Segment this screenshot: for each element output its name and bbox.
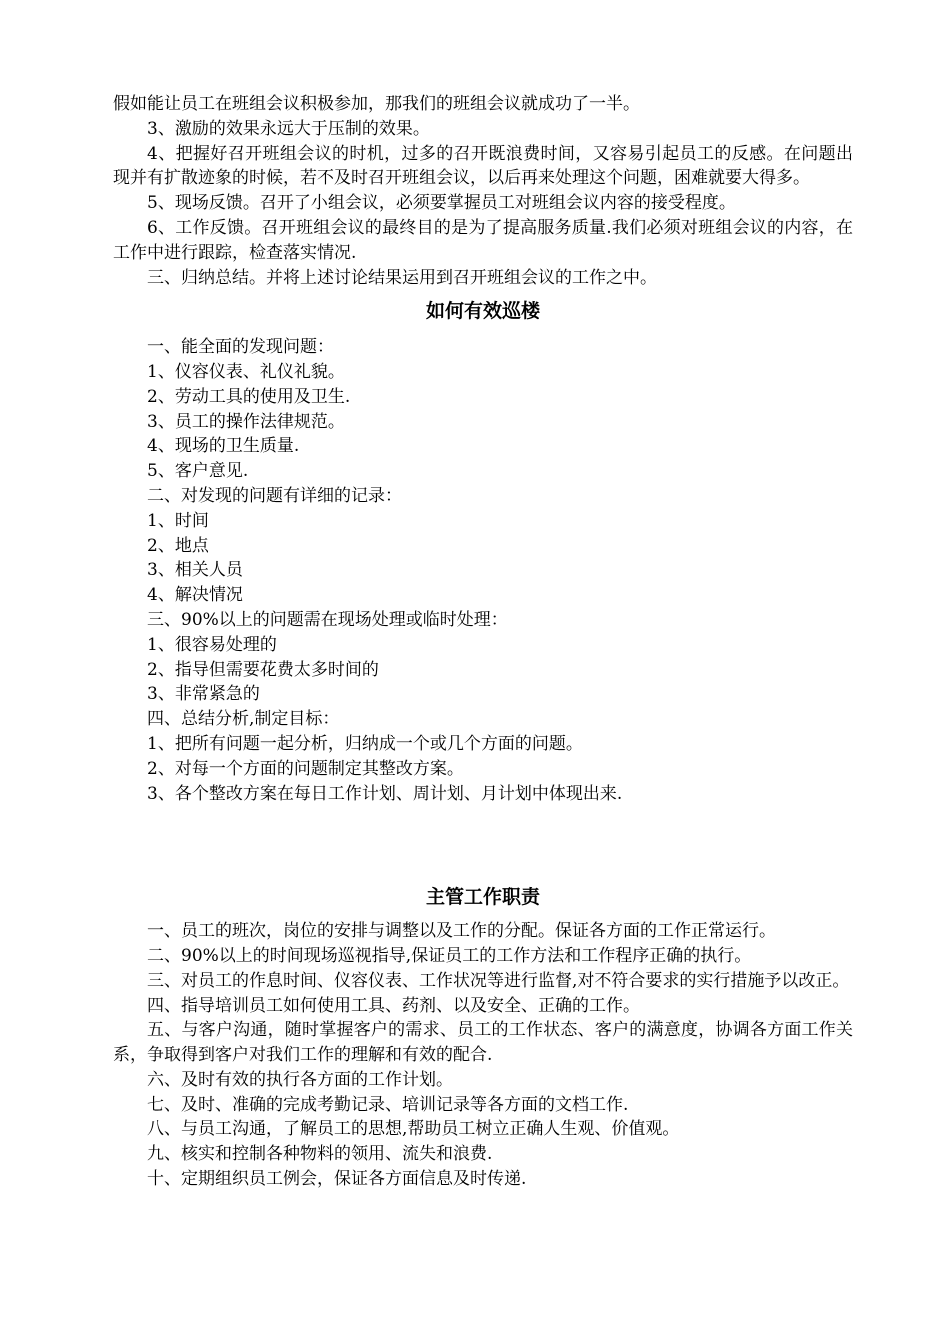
list-item: 八、与员工沟通，了解员工的思想,帮助员工树立正确人生观、价值观。: [147, 1119, 680, 1140]
list-item: 三、对员工的作息时间、仪容仪表、工作状况等进行监督,对不符合要求的实行措施予以改正。: [147, 970, 850, 991]
document-page: [113, 92, 853, 1192]
list-item: 二、对发现的问题有详细的记录：: [147, 485, 402, 506]
list-item: 3、非常紧急的: [147, 684, 260, 705]
list-item: 2、劳动工具的使用及卫生.: [147, 386, 351, 407]
list-item: 二、90%以上的时间现场巡视指导,保证员工的工作方法和工作程序正确的执行。: [147, 945, 752, 966]
list-item: 六、及时有效的执行各方面的工作计划。: [147, 1069, 453, 1090]
section-title-patrol: 如何有效巡楼: [425, 300, 540, 323]
list-item: 1、仪容仪表、礼仪礼貌。: [147, 361, 345, 382]
list-item: 五、与客户沟通，随时掌握客户的需求、员工的工作状态、客户的满意度，协调各方面工作关系，争取得到客户对我们工作的理解和有效的配合.: [113, 1020, 853, 1066]
meeting-section: [113, 92, 853, 290]
list-item: 1、很容易处理的: [147, 634, 277, 655]
list-item: 1、时间: [147, 510, 209, 531]
list-item: 5、客户意见.: [147, 461, 249, 482]
paragraph: 5、现场反馈。召开了小组会议，必须要掌握员工对班组会议内容的接受程度。: [147, 193, 736, 214]
paragraph: 3、激励的效果永远大于压制的效果。: [147, 118, 430, 139]
list-item: 2、对每一个方面的问题制定其整改方案。: [147, 758, 464, 779]
list-item: 四、总结分析,制定目标：: [147, 709, 340, 730]
paragraph: 假如能让员工在班组会议积极参加，那我们的班组会议就成功了一半。: [113, 94, 640, 114]
list-item: 三、90%以上的问题需在现场处理或临时处理：: [147, 609, 508, 630]
list-item: 2、地点: [147, 535, 209, 556]
list-item: 4、现场的卫生质量.: [147, 436, 300, 457]
list-item: 一、能全面的发现问题：: [147, 337, 334, 358]
list-item: 十、定期组织员工例会，保证各方面信息及时传递.: [147, 1169, 527, 1190]
list-item: 九、核实和控制各种物料的领用、流失和浪费.: [147, 1144, 493, 1165]
list-item: 3、员工的操作法律规范。: [147, 411, 345, 432]
duties-section: [113, 919, 853, 1192]
list-item: 四、指导培训员工如何使用工具、药剂、以及安全、正确的工作。: [147, 995, 640, 1016]
paragraph: 6、工作反馈。召开班组会议的最终目的是为了提高服务质量.我们必须对班组会议的内容，在工作中进行跟踪，检查落实情况.: [113, 217, 853, 263]
list-item: 七、及时、准确的完成考勤记录、培训记录等各方面的文档工作.: [147, 1094, 629, 1115]
list-item: 3、各个整改方案在每日工作计划、周计划、月计划中体现出来.: [147, 783, 623, 804]
list-item: 3、相关人员: [147, 560, 243, 581]
list-item: 1、把所有问题一起分析，归纳成一个或几个方面的问题。: [147, 733, 583, 754]
list-item: 2、指导但需要花费太多时间的: [147, 659, 379, 680]
paragraph: 4、把握好召开班组会议的时机，过多的召开既浪费时间，又容易引起员工的反感。在问题出现并有扩散迹象的时候，若不及时召开班组会议，以后再来处理这个问题，困难就要大得多。: [113, 143, 853, 189]
paragraph: 三、归纳总结。并将上述讨论结果运用到召开班组会议的工作之中。: [147, 267, 657, 288]
patrol-section: [113, 335, 853, 806]
list-item: 一、员工的班次，岗位的安排与调整以及工作的分配。保证各方面的工作正常运行。: [147, 921, 776, 942]
list-item: 4、解决情况: [147, 585, 243, 606]
section-title-duties: 主管工作职责: [425, 886, 540, 909]
